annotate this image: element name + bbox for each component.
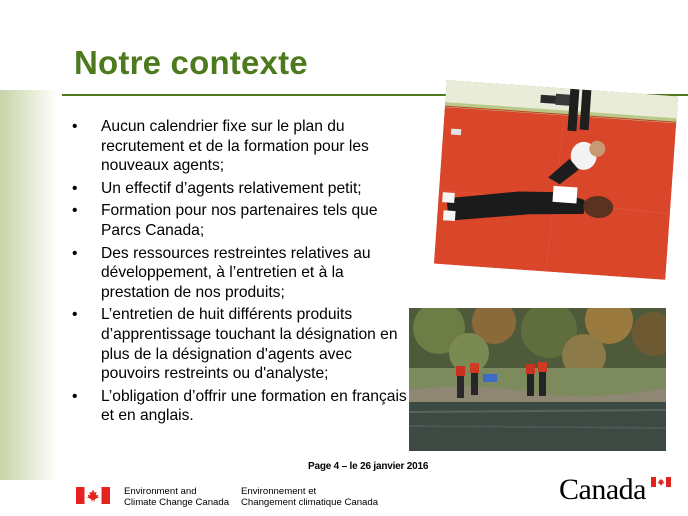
department-name-english — [124, 486, 229, 508]
canada-wordmark: Canada — [559, 473, 646, 506]
department-name-line: Changement climatique Canada — [241, 497, 379, 508]
side-gradient-band — [0, 0, 58, 480]
wordmark-flag-icon — [651, 477, 671, 487]
department-name-french — [241, 486, 378, 508]
bullet-text: Formation pour nos partenaires tels que Parcs Canada; — [101, 202, 378, 239]
page-info: Page 4 – le 26 janvier 2016 — [308, 461, 429, 472]
river-field-training-photo — [409, 308, 666, 451]
bullet-list — [72, 117, 407, 429]
bullet-dot: • — [72, 118, 78, 135]
bullet-item — [72, 305, 407, 383]
bullet-text: Des ressources restreintes relatives au développement, à l’entretien et à la prestation de nos produits; — [101, 244, 371, 301]
bullet-dot: • — [72, 306, 78, 324]
bullet-item — [72, 244, 407, 303]
defensive-tactics-training-photo — [434, 80, 678, 280]
canada-flag-icon — [76, 487, 110, 504]
department-name-line: Climate Change Canada — [124, 497, 230, 508]
department-name-line: Environnement et — [241, 486, 317, 497]
bullet-text: L’obligation d’offrir une formation en français et en anglais. — [101, 387, 407, 425]
bullet-item — [72, 387, 407, 426]
bullet-dot: • — [72, 202, 78, 220]
bullet-text: Aucun calendrier fixe sur le plan du recrutement et de la formation pour les nouveaux agents; — [101, 118, 369, 175]
bullet-text: Un effectif d’agents relativement petit; — [101, 179, 362, 197]
bullet-item — [72, 201, 407, 240]
bullet-item — [72, 179, 407, 199]
department-name-line: Environment and — [124, 486, 197, 497]
slide-title: Notre contexte — [74, 44, 308, 81]
bullet-item — [72, 117, 407, 176]
bullet-dot: • — [72, 387, 78, 405]
bullet-dot: • — [72, 179, 78, 197]
bullet-dot: • — [72, 244, 78, 262]
bullet-text: L’entretien de huit différents produits d’apprentissage touchant la désignation en plus de la désignation d'agents avec pouvoirs restreints ou d'analyste; — [101, 306, 398, 383]
